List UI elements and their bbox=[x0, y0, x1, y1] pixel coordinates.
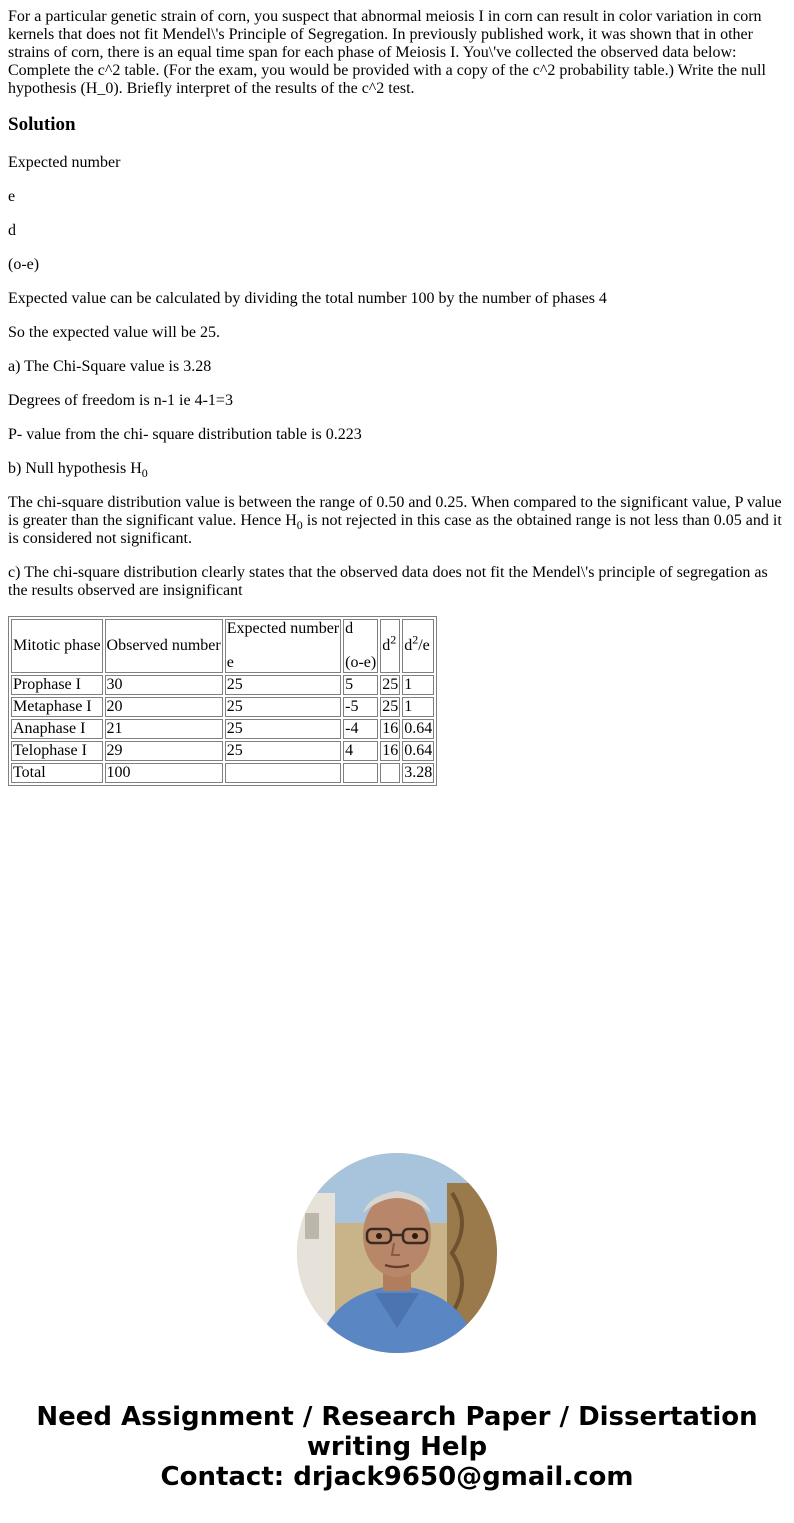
table-row bbox=[11, 719, 434, 739]
author-photo bbox=[297, 1153, 497, 1353]
banner-line-2: writing Help bbox=[306, 1432, 488, 1462]
header-d-squared-base: d bbox=[382, 637, 391, 654]
table-row bbox=[11, 697, 434, 717]
cell-expected: 25 bbox=[225, 741, 341, 761]
cell-d-squared-over-e: 3.28 bbox=[404, 764, 433, 781]
d-line: d bbox=[8, 222, 16, 239]
cell-d: 4 bbox=[343, 741, 378, 761]
cell-d-squared-over-e: 0.64 bbox=[404, 742, 433, 759]
cell-d-squared: 25 bbox=[382, 676, 399, 693]
header-d bbox=[343, 619, 378, 673]
header-expected-bottom: e bbox=[226, 654, 234, 671]
p-value-line: P- value from the chi- square distribution table is 0.223 bbox=[8, 426, 362, 443]
conclusion-paragraph: c) The chi-square distribution clearly states that the observed data does not fit the Mendel\'s principle of segregation as the results observed are insignificant bbox=[8, 564, 768, 599]
header-d2e-tail: /e bbox=[418, 637, 430, 654]
document-body bbox=[8, 8, 786, 786]
cell-d: 5 bbox=[343, 675, 378, 695]
table-row bbox=[11, 675, 434, 695]
interpretation-text-2: is not rejected in this case as the obtained range is not less than 0.05 and it is considered not significant. bbox=[8, 512, 782, 547]
cell-observed: 100 bbox=[105, 763, 223, 783]
null-hypothesis-subscript: 0 bbox=[141, 466, 148, 481]
header-mitotic-phase: Mitotic phase bbox=[11, 619, 103, 673]
header-d-squared bbox=[380, 619, 400, 673]
cell-d-squared-over-e: 0.64 bbox=[404, 720, 433, 737]
cell-phase: Total bbox=[11, 763, 103, 783]
header-d2e-exp: 2 bbox=[412, 632, 419, 647]
chi-value-line: a) The Chi-Square value is 3.28 bbox=[8, 358, 212, 375]
expected-calc-line: Expected value can be calculated by dividing the total number 100 by the number of phases 4 bbox=[8, 290, 607, 307]
header-d-squared-exp: 2 bbox=[390, 632, 397, 647]
cell-d-squared: 16 bbox=[382, 720, 399, 737]
header-d-top: d bbox=[345, 620, 354, 637]
cell-d-squared bbox=[380, 763, 400, 783]
cell-observed: 29 bbox=[105, 741, 223, 761]
interpretation-paragraph bbox=[8, 494, 786, 548]
interpretation-subscript: 0 bbox=[296, 518, 303, 533]
header-d-squared-over-e bbox=[402, 619, 434, 673]
cell-d bbox=[343, 763, 378, 783]
header-expected-number bbox=[225, 619, 341, 673]
o-minus-e-line: (o-e) bbox=[8, 256, 40, 273]
cell-observed: 21 bbox=[105, 719, 223, 739]
table-header-row bbox=[11, 619, 434, 673]
expected-value-line: So the expected value will be 25. bbox=[8, 324, 220, 341]
cell-observed: 20 bbox=[105, 697, 223, 717]
chi-square-table bbox=[8, 616, 437, 786]
cell-expected: 25 bbox=[225, 675, 341, 695]
cell-observed: 30 bbox=[105, 675, 223, 695]
cell-expected: 25 bbox=[225, 719, 341, 739]
null-hypothesis-text: b) Null hypothesis H bbox=[8, 460, 142, 477]
solution-heading: Solution bbox=[8, 114, 76, 135]
cell-d-squared-over-e: 1 bbox=[402, 675, 434, 695]
banner-contact: Contact: drjack9650@gmail.com bbox=[160, 1462, 634, 1492]
null-hypothesis-line bbox=[8, 460, 786, 481]
expected-number-line: Expected number bbox=[8, 154, 121, 171]
cell-phase: Metaphase I bbox=[11, 697, 103, 717]
header-observed-number: Observed number bbox=[105, 619, 223, 673]
cell-d: -4 bbox=[343, 719, 378, 739]
table-row-total bbox=[11, 763, 434, 783]
cell-d-squared-over-e: 1 bbox=[402, 697, 434, 717]
interpretation-text-1: The chi-square distribution value is between the range of 0.50 and 0.25. When compared to the significant value, P value is greater than the significant value. Hence H bbox=[8, 494, 782, 529]
header-d-bottom: (o-e) bbox=[345, 654, 377, 671]
table-row bbox=[11, 741, 434, 761]
dof-line: Degrees of freedom is n-1 ie 4-1=3 bbox=[8, 392, 233, 409]
cell-d-squared: 25 bbox=[382, 698, 399, 715]
cell-phase: Telophase I bbox=[11, 741, 103, 761]
cell-expected bbox=[225, 763, 341, 783]
cell-phase: Prophase I bbox=[11, 675, 103, 695]
promo-banner bbox=[0, 1402, 794, 1492]
cell-d-squared: 16 bbox=[382, 742, 399, 759]
question-text: For a particular genetic strain of corn, you suspect that abnormal meiosis I in corn can result in color variation in corn kernels that does not fit Mendel\'s Principle of Segregation. In previously published work, it was shown that in other strains of corn, there is an equal time span for each phase of Meiosis I. You\'ve collected the observed data below: Complete the c^2 table. (For the exam, you would be provided with a copy of the c^2 probability table.) Write the null hypothesis (H_0). Briefly interpret of the results of the c^2 test. bbox=[8, 8, 766, 97]
header-expected-top: Expected number bbox=[226, 620, 340, 637]
author-portrait-illustration bbox=[297, 1153, 497, 1353]
banner-line-1: Need Assignment / Research Paper / Dissertation bbox=[36, 1402, 758, 1432]
cell-phase: Anaphase I bbox=[11, 719, 103, 739]
cell-d: -5 bbox=[343, 697, 378, 717]
e-line: e bbox=[8, 188, 16, 205]
cell-expected: 25 bbox=[225, 697, 341, 717]
header-d2e-base: d bbox=[404, 637, 413, 654]
